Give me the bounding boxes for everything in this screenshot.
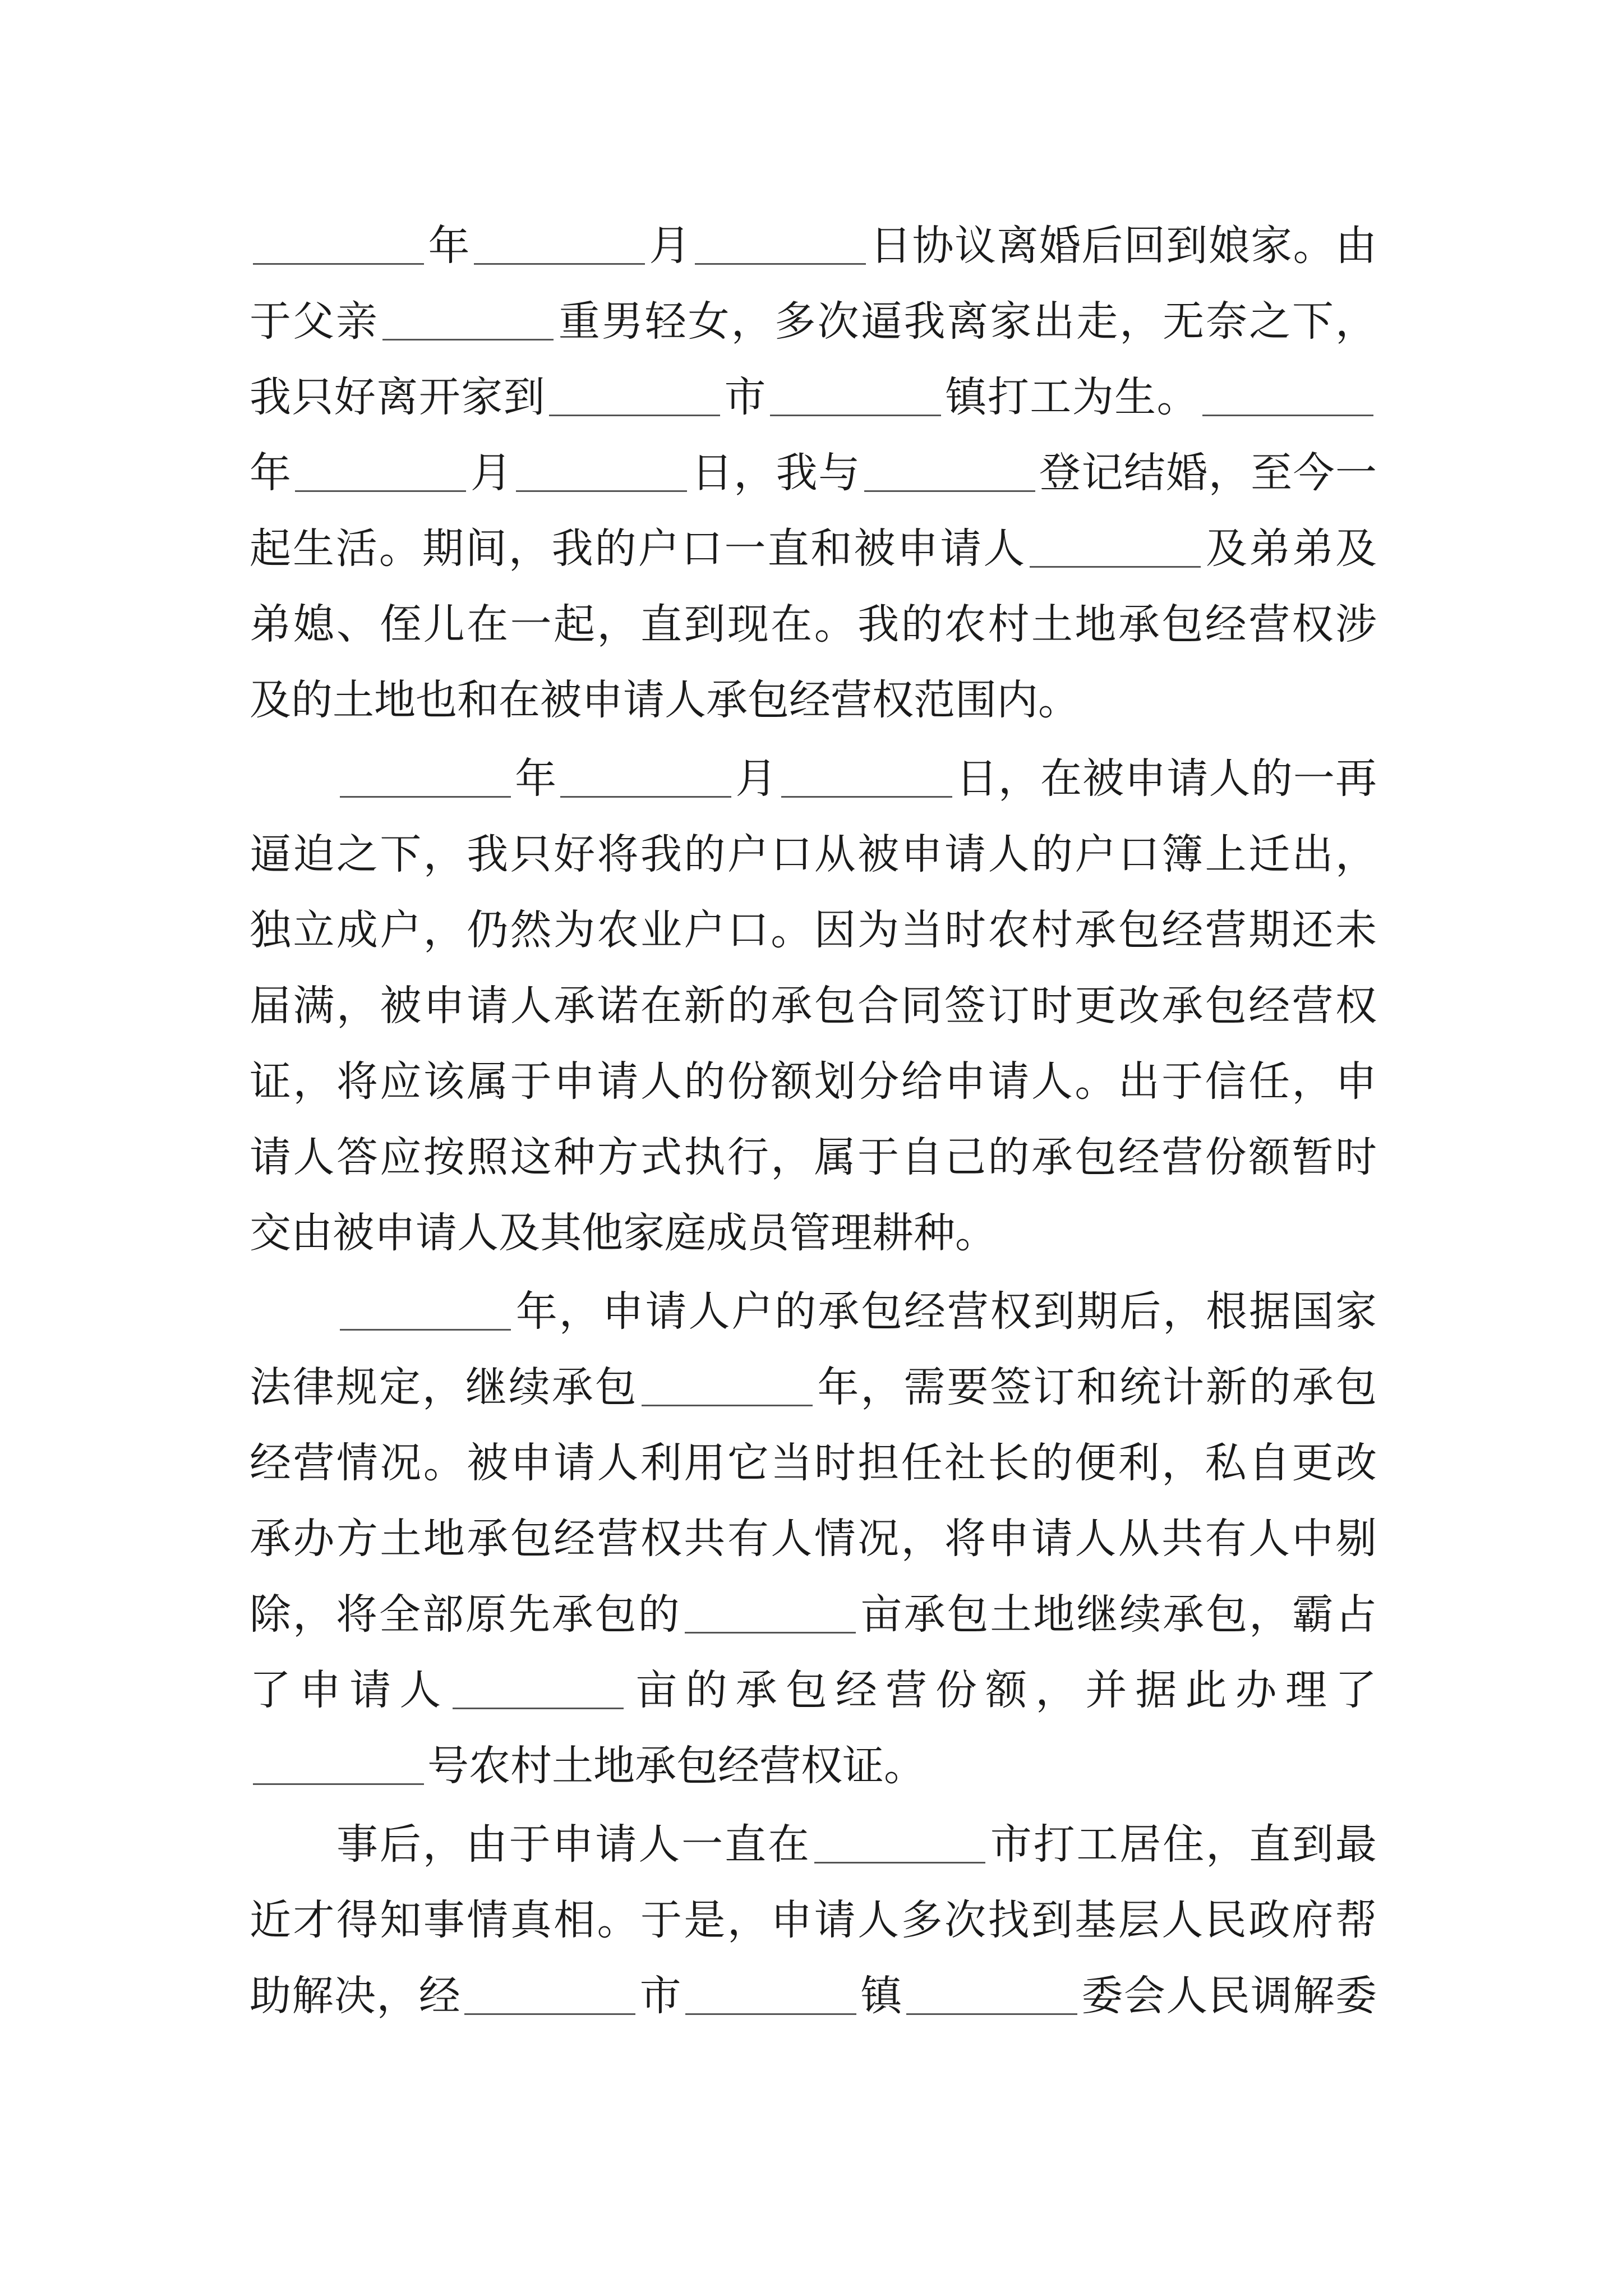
fill-in-blank [1030,526,1201,568]
fill-in-blank [770,374,941,416]
fill-in-blank [906,1973,1077,2015]
fill-in-blank [685,1973,856,2015]
text-line: 助 解 决 ， 经 市 镇 委 会 人 民 调 解 委 [250,1972,1377,2020]
text-line: 交 由 被 申 请 人 及 其 他 家 庭 成 员 管 理 耕 种 。 [250,1209,997,1257]
text-line: 我 只 好 离 开 家 到 市 镇 打 工 为 生 。 [250,361,1377,434]
text-line: 请 人 答 应 按 照 这 种 方 式 执 行 ， 属 于 自 己 的 承 包 经 营 份 额 暂 时 [250,1133,1377,1181]
fill-in-blank [864,450,1035,492]
fill-in-blank [253,1743,424,1785]
fill-in-blank [549,374,720,416]
fill-in-blank [685,1591,856,1634]
fill-in-blank [340,756,511,798]
fill-in-blank [295,450,466,492]
fill-in-blank [340,1289,511,1331]
fill-in-blank [474,223,645,265]
text-line: 法 律 规 定 ， 继 续 承 包 年 ， 需 要 签 订 和 统 计 新 的 承 包 [250,1363,1377,1411]
fill-in-blank [382,298,554,341]
text-line: 于 父 亲 重 男 轻 女 ， 多 次 逼 我 离 家 出 走 ， 无 奈 之 下 ， [250,297,1377,346]
text-line: 年 月 日 ， 在 被 申 请 人 的 一 再 [250,742,1377,815]
text-line: 起 生 活 。 期 间 ， 我 的 户 口 一 直 和 被 申 请 人 及 弟 弟 及 [250,524,1377,573]
fill-in-blank [781,756,952,798]
text-line: 逼 迫 之 下 ， 我 只 好 将 我 的 户 口 从 被 申 请 人 的 户 口 簿 上 迁 出 ， [250,830,1377,878]
text-line: 年 月 日 ， 我 与 登 记 结 婚 ， 至 今 一 [250,449,1377,497]
fill-in-blank [516,450,687,492]
text-line: 除 ， 将 全 部 原 先 承 包 的 亩 承 包 土 地 继 续 承 包 ， 霸 占 [250,1590,1377,1639]
fill-in-blank [1202,374,1373,416]
text-line: 了 申 请 人 亩 的 承 包 经 营 份 额 ， 并 据 此 办 理 了 [250,1666,1377,1714]
fill-in-blank [814,1821,985,1864]
fill-in-blank [464,1973,635,2015]
text-line: 及 的 土 地 也 和 在 被 申 请 人 承 包 经 营 权 范 围 内 。 [250,676,1080,724]
text-line: 号 农 村 土 地 承 包 经 营 权 证 。 [250,1729,1377,1802]
text-line: 承 办 方 土 地 承 包 经 营 权 共 有 人 情 况 ， 将 申 请 人 从 共 有 人 中 剔 [250,1515,1377,1563]
fill-in-blank [695,223,866,265]
fill-in-blank [453,1667,624,1709]
text-line: 独 立 成 户 ， 仍 然 为 农 业 户 口 。 因 为 当 时 农 村 承 包 经 营 期 还 未 [250,906,1377,954]
text-line: 近 才 得 知 事 情 真 相 。 于 是 ， 申 请 人 多 次 找 到 基 层 人 民 政 府 帮 [250,1896,1377,1944]
text-line: 届 满 ， 被 申 请 人 承 诺 在 新 的 承 包 合 同 签 订 时 更 改 承 包 经 营 权 [250,982,1377,1030]
text-line: 事 后 ， 由 于 申 请 人 一 直 在 市 打 工 居 住 ， 直 到 最 [336,1820,1377,1869]
fill-in-blank [560,756,731,798]
text-line: 年 ， 申 请 人 户 的 承 包 经 营 权 到 期 后 ， 根 据 国 家 [250,1275,1377,1348]
text-line: 证 ， 将 应 该 属 于 申 请 人 的 份 额 划 分 给 申 请 人 。 出 于 信 任 ， 申 [250,1057,1377,1106]
text-line: 弟 媳 、 侄 儿 在 一 起 ， 直 到 现 在 。 我 的 农 村 土 地 承 包 经 营 权 涉 [250,600,1377,648]
fill-in-blank [253,223,424,265]
text-line: 经 营 情 况 。 被 申 请 人 利 用 它 当 时 担 任 社 长 的 便 利 ， 私 自 更 改 [250,1439,1377,1487]
text-line: 年 月 日 协 议 离 婚 后 回 到 娘 家 。 由 [250,209,1377,282]
fill-in-blank [642,1364,813,1406]
